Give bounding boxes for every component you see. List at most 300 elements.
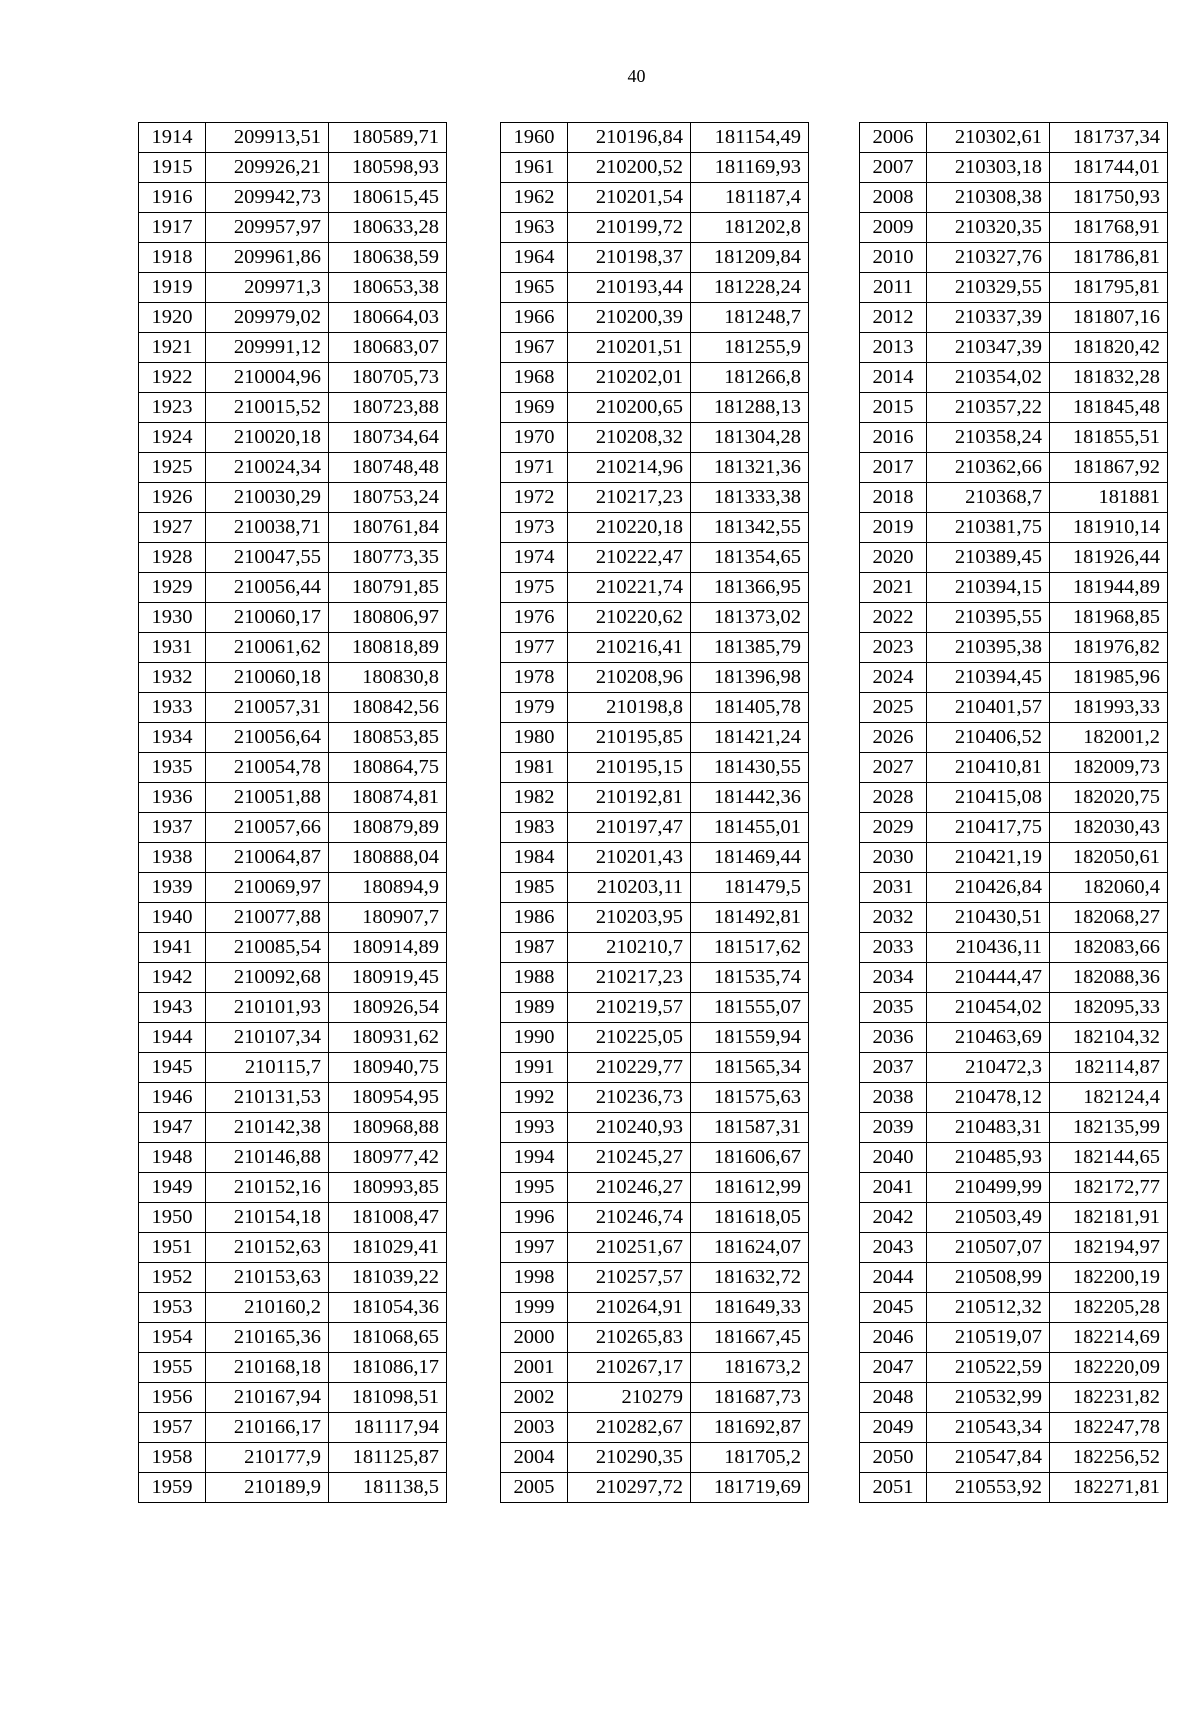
- year-cell: 2000: [501, 1323, 568, 1353]
- x-value-cell: 210030,29: [206, 483, 329, 513]
- y-value-cell: 181430,55: [691, 753, 809, 783]
- year-cell: 1979: [501, 693, 568, 723]
- y-value-cell: 180615,45: [329, 183, 447, 213]
- x-value-cell: 210020,18: [206, 423, 329, 453]
- year-cell: 1999: [501, 1293, 568, 1323]
- y-value-cell: 181555,07: [691, 993, 809, 1023]
- year-cell: 2028: [860, 783, 927, 813]
- table-row: [860, 1233, 1168, 1263]
- y-value-cell: 181993,33: [1050, 693, 1168, 723]
- table-row: [501, 363, 809, 393]
- table-row: [501, 273, 809, 303]
- table-row: [501, 753, 809, 783]
- table-row: [501, 783, 809, 813]
- y-value-cell: 181342,55: [691, 513, 809, 543]
- year-cell: 1938: [139, 843, 206, 873]
- year-cell: 1929: [139, 573, 206, 603]
- year-cell: 2014: [860, 363, 927, 393]
- y-value-cell: 182220,09: [1050, 1353, 1168, 1383]
- table-row: [501, 843, 809, 873]
- x-value-cell: 210472,3: [927, 1053, 1050, 1083]
- x-value-cell: 210077,88: [206, 903, 329, 933]
- table-row: [501, 1113, 809, 1143]
- y-value-cell: 180919,45: [329, 963, 447, 993]
- y-value-cell: 181535,74: [691, 963, 809, 993]
- y-value-cell: 181587,31: [691, 1113, 809, 1143]
- year-cell: 2043: [860, 1233, 927, 1263]
- table-row: [139, 723, 447, 753]
- data-table-1: [138, 122, 447, 1503]
- y-value-cell: 181479,5: [691, 873, 809, 903]
- y-value-cell: 180874,81: [329, 783, 447, 813]
- x-value-cell: 210406,52: [927, 723, 1050, 753]
- year-cell: 1961: [501, 153, 568, 183]
- y-value-cell: 181517,62: [691, 933, 809, 963]
- x-value-cell: 210395,38: [927, 633, 1050, 663]
- y-value-cell: 180664,03: [329, 303, 447, 333]
- year-cell: 2008: [860, 183, 927, 213]
- year-cell: 1970: [501, 423, 568, 453]
- y-value-cell: 181559,94: [691, 1023, 809, 1053]
- x-value-cell: 210368,7: [927, 483, 1050, 513]
- year-cell: 1918: [139, 243, 206, 273]
- year-cell: 1980: [501, 723, 568, 753]
- year-cell: 1946: [139, 1083, 206, 1113]
- y-value-cell: 180791,85: [329, 573, 447, 603]
- year-cell: 2025: [860, 693, 927, 723]
- y-value-cell: 182060,4: [1050, 873, 1168, 903]
- y-value-cell: 182271,81: [1050, 1473, 1168, 1503]
- y-value-cell: 181354,65: [691, 543, 809, 573]
- x-value-cell: 210421,19: [927, 843, 1050, 873]
- x-value-cell: 210303,18: [927, 153, 1050, 183]
- year-cell: 1989: [501, 993, 568, 1023]
- y-value-cell: 181117,94: [329, 1413, 447, 1443]
- y-value-cell: 181255,9: [691, 333, 809, 363]
- x-value-cell: 210553,92: [927, 1473, 1050, 1503]
- year-cell: 2023: [860, 633, 927, 663]
- x-value-cell: 210208,32: [568, 423, 691, 453]
- year-cell: 1950: [139, 1203, 206, 1233]
- table-row: [139, 603, 447, 633]
- y-value-cell: 181926,44: [1050, 543, 1168, 573]
- table-row: [139, 933, 447, 963]
- y-value-cell: 181373,02: [691, 603, 809, 633]
- x-value-cell: 210201,43: [568, 843, 691, 873]
- y-value-cell: 180954,95: [329, 1083, 447, 1113]
- year-cell: 2040: [860, 1143, 927, 1173]
- table-row: [860, 1323, 1168, 1353]
- x-value-cell: 210054,78: [206, 753, 329, 783]
- table-row: [860, 1113, 1168, 1143]
- table-row: [501, 1383, 809, 1413]
- y-value-cell: 181565,34: [691, 1053, 809, 1083]
- x-value-cell: 210222,47: [568, 543, 691, 573]
- table-row: [860, 903, 1168, 933]
- year-cell: 1956: [139, 1383, 206, 1413]
- year-cell: 2007: [860, 153, 927, 183]
- x-value-cell: 210203,11: [568, 873, 691, 903]
- x-value-cell: 210056,64: [206, 723, 329, 753]
- y-value-cell: 180748,48: [329, 453, 447, 483]
- year-cell: 1973: [501, 513, 568, 543]
- y-value-cell: 181442,36: [691, 783, 809, 813]
- y-value-cell: 182214,69: [1050, 1323, 1168, 1353]
- table-row: [501, 393, 809, 423]
- x-value-cell: 209942,73: [206, 183, 329, 213]
- table-row: [139, 843, 447, 873]
- x-value-cell: 210358,24: [927, 423, 1050, 453]
- x-value-cell: 210394,15: [927, 573, 1050, 603]
- table-row: [860, 153, 1168, 183]
- year-cell: 1981: [501, 753, 568, 783]
- table-row: [860, 513, 1168, 543]
- table-row: [860, 663, 1168, 693]
- y-value-cell: 181737,34: [1050, 123, 1168, 153]
- table-row: [860, 243, 1168, 273]
- y-value-cell: 180734,64: [329, 423, 447, 453]
- y-value-cell: 180894,9: [329, 873, 447, 903]
- year-cell: 1990: [501, 1023, 568, 1053]
- table-row: [860, 213, 1168, 243]
- table-row: [501, 633, 809, 663]
- y-value-cell: 181618,05: [691, 1203, 809, 1233]
- table-row: [139, 1263, 447, 1293]
- year-cell: 2015: [860, 393, 927, 423]
- year-cell: 1969: [501, 393, 568, 423]
- x-value-cell: 210024,34: [206, 453, 329, 483]
- year-cell: 2041: [860, 1173, 927, 1203]
- x-value-cell: 209961,86: [206, 243, 329, 273]
- y-value-cell: 181228,24: [691, 273, 809, 303]
- table-row: [139, 1443, 447, 1473]
- table-row: [860, 543, 1168, 573]
- table-row: [139, 213, 447, 243]
- table-row: [860, 723, 1168, 753]
- y-value-cell: 181304,28: [691, 423, 809, 453]
- x-value-cell: 210401,57: [927, 693, 1050, 723]
- x-value-cell: 210092,68: [206, 963, 329, 993]
- y-value-cell: 181039,22: [329, 1263, 447, 1293]
- table-row: [501, 693, 809, 723]
- x-value-cell: 210499,99: [927, 1173, 1050, 1203]
- year-cell: 1925: [139, 453, 206, 483]
- table-row: [860, 1413, 1168, 1443]
- x-value-cell: 210483,31: [927, 1113, 1050, 1143]
- year-cell: 1947: [139, 1113, 206, 1143]
- x-value-cell: 210219,57: [568, 993, 691, 1023]
- x-value-cell: 210225,05: [568, 1023, 691, 1053]
- y-value-cell: 181855,51: [1050, 423, 1168, 453]
- y-value-cell: 181820,42: [1050, 333, 1168, 363]
- y-value-cell: 181606,67: [691, 1143, 809, 1173]
- y-value-cell: 182181,91: [1050, 1203, 1168, 1233]
- year-cell: 1933: [139, 693, 206, 723]
- year-cell: 1916: [139, 183, 206, 213]
- y-value-cell: 180761,84: [329, 513, 447, 543]
- table-row: [860, 453, 1168, 483]
- year-cell: 2046: [860, 1323, 927, 1353]
- y-value-cell: 182144,65: [1050, 1143, 1168, 1173]
- year-cell: 2006: [860, 123, 927, 153]
- table-row: [860, 303, 1168, 333]
- y-value-cell: 182050,61: [1050, 843, 1168, 873]
- table-row: [860, 933, 1168, 963]
- y-value-cell: 181469,44: [691, 843, 809, 873]
- table-row: [139, 1143, 447, 1173]
- year-cell: 2019: [860, 513, 927, 543]
- year-cell: 1944: [139, 1023, 206, 1053]
- x-value-cell: 209979,02: [206, 303, 329, 333]
- table-row: [139, 483, 447, 513]
- year-cell: 1924: [139, 423, 206, 453]
- year-cell: 1920: [139, 303, 206, 333]
- year-cell: 1953: [139, 1293, 206, 1323]
- x-value-cell: 210203,95: [568, 903, 691, 933]
- year-cell: 2011: [860, 273, 927, 303]
- y-value-cell: 182083,66: [1050, 933, 1168, 963]
- y-value-cell: 182001,2: [1050, 723, 1168, 753]
- x-value-cell: 210199,72: [568, 213, 691, 243]
- year-cell: 2042: [860, 1203, 927, 1233]
- x-value-cell: 210547,84: [927, 1443, 1050, 1473]
- y-value-cell: 181098,51: [329, 1383, 447, 1413]
- table-row: [139, 453, 447, 483]
- table-row: [139, 273, 447, 303]
- table-row: [139, 873, 447, 903]
- table-row: [139, 1383, 447, 1413]
- y-value-cell: 180683,07: [329, 333, 447, 363]
- year-cell: 1922: [139, 363, 206, 393]
- y-value-cell: 182009,73: [1050, 753, 1168, 783]
- table-row: [139, 543, 447, 573]
- year-cell: 1975: [501, 573, 568, 603]
- table-row: [501, 603, 809, 633]
- x-value-cell: 210503,49: [927, 1203, 1050, 1233]
- y-value-cell: 181673,2: [691, 1353, 809, 1383]
- table-row: [139, 693, 447, 723]
- x-value-cell: 210297,72: [568, 1473, 691, 1503]
- x-value-cell: 210107,34: [206, 1023, 329, 1053]
- year-cell: 2047: [860, 1353, 927, 1383]
- x-value-cell: 210236,73: [568, 1083, 691, 1113]
- x-value-cell: 210264,91: [568, 1293, 691, 1323]
- year-cell: 1917: [139, 213, 206, 243]
- year-cell: 2005: [501, 1473, 568, 1503]
- y-value-cell: 181396,98: [691, 663, 809, 693]
- x-value-cell: 210394,45: [927, 663, 1050, 693]
- x-value-cell: 210200,65: [568, 393, 691, 423]
- x-value-cell: 210214,96: [568, 453, 691, 483]
- y-value-cell: 180968,88: [329, 1113, 447, 1143]
- year-cell: 1974: [501, 543, 568, 573]
- table-row: [501, 183, 809, 213]
- year-cell: 2032: [860, 903, 927, 933]
- table-row: [501, 243, 809, 273]
- x-value-cell: 210131,53: [206, 1083, 329, 1113]
- y-value-cell: 182088,36: [1050, 963, 1168, 993]
- table-row: [860, 633, 1168, 663]
- y-value-cell: 181845,48: [1050, 393, 1168, 423]
- table-row: [501, 1143, 809, 1173]
- year-cell: 1955: [139, 1353, 206, 1383]
- y-value-cell: 180888,04: [329, 843, 447, 873]
- y-value-cell: 181248,7: [691, 303, 809, 333]
- y-value-cell: 181169,93: [691, 153, 809, 183]
- x-value-cell: 210302,61: [927, 123, 1050, 153]
- x-value-cell: 210189,9: [206, 1473, 329, 1503]
- x-value-cell: 210327,76: [927, 243, 1050, 273]
- year-cell: 1921: [139, 333, 206, 363]
- x-value-cell: 210057,31: [206, 693, 329, 723]
- x-value-cell: 210522,59: [927, 1353, 1050, 1383]
- x-value-cell: 210395,55: [927, 603, 1050, 633]
- table-row: [139, 1413, 447, 1443]
- table-row: [860, 1023, 1168, 1053]
- table-row: [139, 1203, 447, 1233]
- x-value-cell: 210061,62: [206, 633, 329, 663]
- x-value-cell: 210085,54: [206, 933, 329, 963]
- x-value-cell: 210168,18: [206, 1353, 329, 1383]
- y-value-cell: 181744,01: [1050, 153, 1168, 183]
- y-value-cell: 180818,89: [329, 633, 447, 663]
- table-row: [501, 1053, 809, 1083]
- y-value-cell: 181649,33: [691, 1293, 809, 1323]
- table-row: [501, 153, 809, 183]
- year-cell: 2030: [860, 843, 927, 873]
- table-row: [860, 813, 1168, 843]
- x-value-cell: 210056,44: [206, 573, 329, 603]
- y-value-cell: 181612,99: [691, 1173, 809, 1203]
- table-row: [501, 813, 809, 843]
- year-cell: 1945: [139, 1053, 206, 1083]
- y-value-cell: 181288,13: [691, 393, 809, 423]
- year-cell: 1967: [501, 333, 568, 363]
- table-row: [860, 1443, 1168, 1473]
- year-cell: 2048: [860, 1383, 927, 1413]
- x-value-cell: 210220,62: [568, 603, 691, 633]
- year-cell: 2013: [860, 333, 927, 363]
- x-value-cell: 210519,07: [927, 1323, 1050, 1353]
- y-value-cell: 182030,43: [1050, 813, 1168, 843]
- table-row: [501, 333, 809, 363]
- x-value-cell: 210257,57: [568, 1263, 691, 1293]
- table-row: [501, 663, 809, 693]
- y-value-cell: 182135,99: [1050, 1113, 1168, 1143]
- y-value-cell: 180633,28: [329, 213, 447, 243]
- year-cell: 2020: [860, 543, 927, 573]
- y-value-cell: 181786,81: [1050, 243, 1168, 273]
- y-value-cell: 182104,32: [1050, 1023, 1168, 1053]
- x-value-cell: 210200,39: [568, 303, 691, 333]
- y-value-cell: 180907,7: [329, 903, 447, 933]
- year-cell: 1954: [139, 1323, 206, 1353]
- table-row: [501, 573, 809, 603]
- x-value-cell: 210512,32: [927, 1293, 1050, 1323]
- table-row: [139, 1113, 447, 1143]
- y-value-cell: 181692,87: [691, 1413, 809, 1443]
- year-cell: 1940: [139, 903, 206, 933]
- y-value-cell: 181944,89: [1050, 573, 1168, 603]
- table-row: [860, 993, 1168, 1023]
- year-cell: 2004: [501, 1443, 568, 1473]
- table-row: [139, 663, 447, 693]
- year-cell: 1937: [139, 813, 206, 843]
- y-value-cell: 180638,59: [329, 243, 447, 273]
- y-value-cell: 181976,82: [1050, 633, 1168, 663]
- y-value-cell: 181187,4: [691, 183, 809, 213]
- y-value-cell: 181385,79: [691, 633, 809, 663]
- y-value-cell: 181705,2: [691, 1443, 809, 1473]
- year-cell: 1964: [501, 243, 568, 273]
- x-value-cell: 210142,38: [206, 1113, 329, 1143]
- x-value-cell: 210290,35: [568, 1443, 691, 1473]
- table-row: [501, 453, 809, 483]
- x-value-cell: 210454,02: [927, 993, 1050, 1023]
- x-value-cell: 210532,99: [927, 1383, 1050, 1413]
- x-value-cell: 210444,47: [927, 963, 1050, 993]
- year-cell: 2010: [860, 243, 927, 273]
- x-value-cell: 210410,81: [927, 753, 1050, 783]
- table-row: [860, 483, 1168, 513]
- y-value-cell: 182200,19: [1050, 1263, 1168, 1293]
- x-value-cell: 210381,75: [927, 513, 1050, 543]
- table-row: [501, 303, 809, 333]
- year-cell: 1936: [139, 783, 206, 813]
- y-value-cell: 181321,36: [691, 453, 809, 483]
- year-cell: 1991: [501, 1053, 568, 1083]
- x-value-cell: 210265,83: [568, 1323, 691, 1353]
- y-value-cell: 180598,93: [329, 153, 447, 183]
- y-value-cell: 181405,78: [691, 693, 809, 723]
- table-row: [860, 1203, 1168, 1233]
- table-row: [139, 303, 447, 333]
- y-value-cell: 181575,63: [691, 1083, 809, 1113]
- year-cell: 2016: [860, 423, 927, 453]
- year-cell: 1994: [501, 1143, 568, 1173]
- x-value-cell: 210282,67: [568, 1413, 691, 1443]
- table-row: [860, 1353, 1168, 1383]
- x-value-cell: 210193,44: [568, 273, 691, 303]
- year-cell: 1962: [501, 183, 568, 213]
- table-row: [501, 1473, 809, 1503]
- x-value-cell: 210198,8: [568, 693, 691, 723]
- y-value-cell: 181867,92: [1050, 453, 1168, 483]
- year-cell: 2035: [860, 993, 927, 1023]
- x-value-cell: 210015,52: [206, 393, 329, 423]
- year-cell: 1923: [139, 393, 206, 423]
- table-row: [860, 423, 1168, 453]
- table-row: [501, 483, 809, 513]
- x-value-cell: 210069,97: [206, 873, 329, 903]
- year-cell: 1995: [501, 1173, 568, 1203]
- table-row: [139, 633, 447, 663]
- y-value-cell: 180842,56: [329, 693, 447, 723]
- year-cell: 2018: [860, 483, 927, 513]
- year-cell: 1984: [501, 843, 568, 873]
- table-row: [139, 183, 447, 213]
- x-value-cell: 210507,07: [927, 1233, 1050, 1263]
- y-value-cell: 181750,93: [1050, 183, 1168, 213]
- year-cell: 1998: [501, 1263, 568, 1293]
- table-row: [139, 1353, 447, 1383]
- table-row: [860, 333, 1168, 363]
- y-value-cell: 181881: [1050, 483, 1168, 513]
- year-cell: 1951: [139, 1233, 206, 1263]
- year-cell: 1977: [501, 633, 568, 663]
- table-row: [860, 1053, 1168, 1083]
- table-row: [501, 873, 809, 903]
